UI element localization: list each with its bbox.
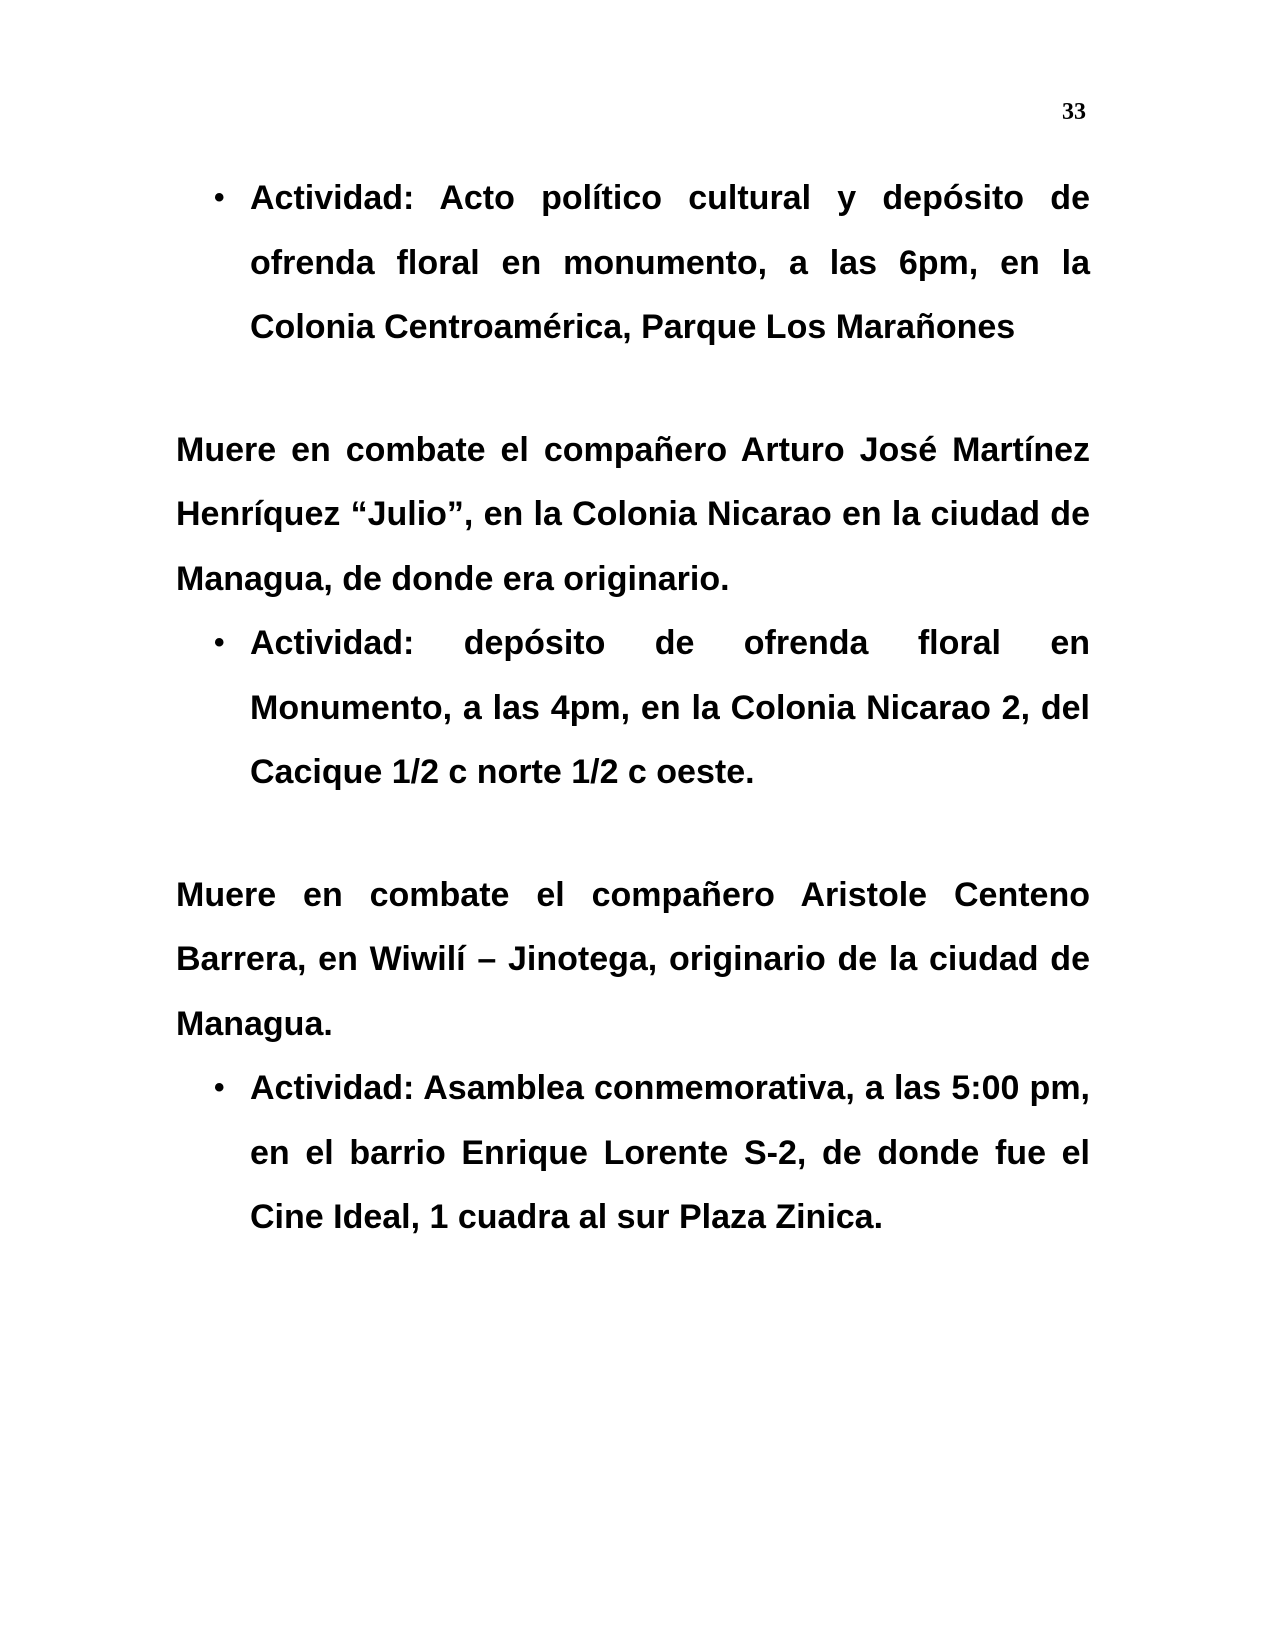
- activity-list: [176, 611, 1090, 805]
- section-gap: [176, 360, 1090, 418]
- bullet-icon: •: [214, 626, 225, 659]
- event-paragraph: Muere en combate el compañero Aristole Centeno Barrera, en Wiwilí – Jinotega, originario de la ciudad de Managua.: [176, 875, 1090, 1043]
- list-item: [176, 166, 1090, 360]
- activity-list: [176, 1056, 1090, 1250]
- activity-list: [176, 166, 1090, 360]
- list-item: [176, 1056, 1090, 1250]
- document-body: [176, 166, 1090, 1250]
- list-item: [176, 611, 1090, 805]
- event-paragraph: Muere en combate el compañero Arturo José Martínez Henríquez “Julio”, en la Colonia Nicarao en la ciudad de Managua, de donde era originario.: [176, 430, 1090, 598]
- bullet-icon: •: [214, 1071, 225, 1104]
- bullet-icon: •: [214, 181, 225, 214]
- page-number: 33: [1062, 99, 1086, 125]
- activity-text: Actividad: depósito de ofrenda floral en Monumento, a las 4pm, en la Colonia Nicarao 2, del Cacique 1/2 c norte 1/2 c oeste.: [250, 624, 1090, 791]
- section-gap: [176, 805, 1090, 863]
- activity-text: Actividad: Asamblea conmemorativa, a las 5:00 pm, en el barrio Enrique Lorente S-2, de donde fue el Cine Ideal, 1 cuadra al sur Plaza Zinica.: [250, 1069, 1090, 1236]
- activity-text: Actividad: Acto político cultural y depósito de ofrenda floral en monumento, a las 6pm, en la Colonia Centroamérica, Parque Los Marañones: [250, 179, 1090, 346]
